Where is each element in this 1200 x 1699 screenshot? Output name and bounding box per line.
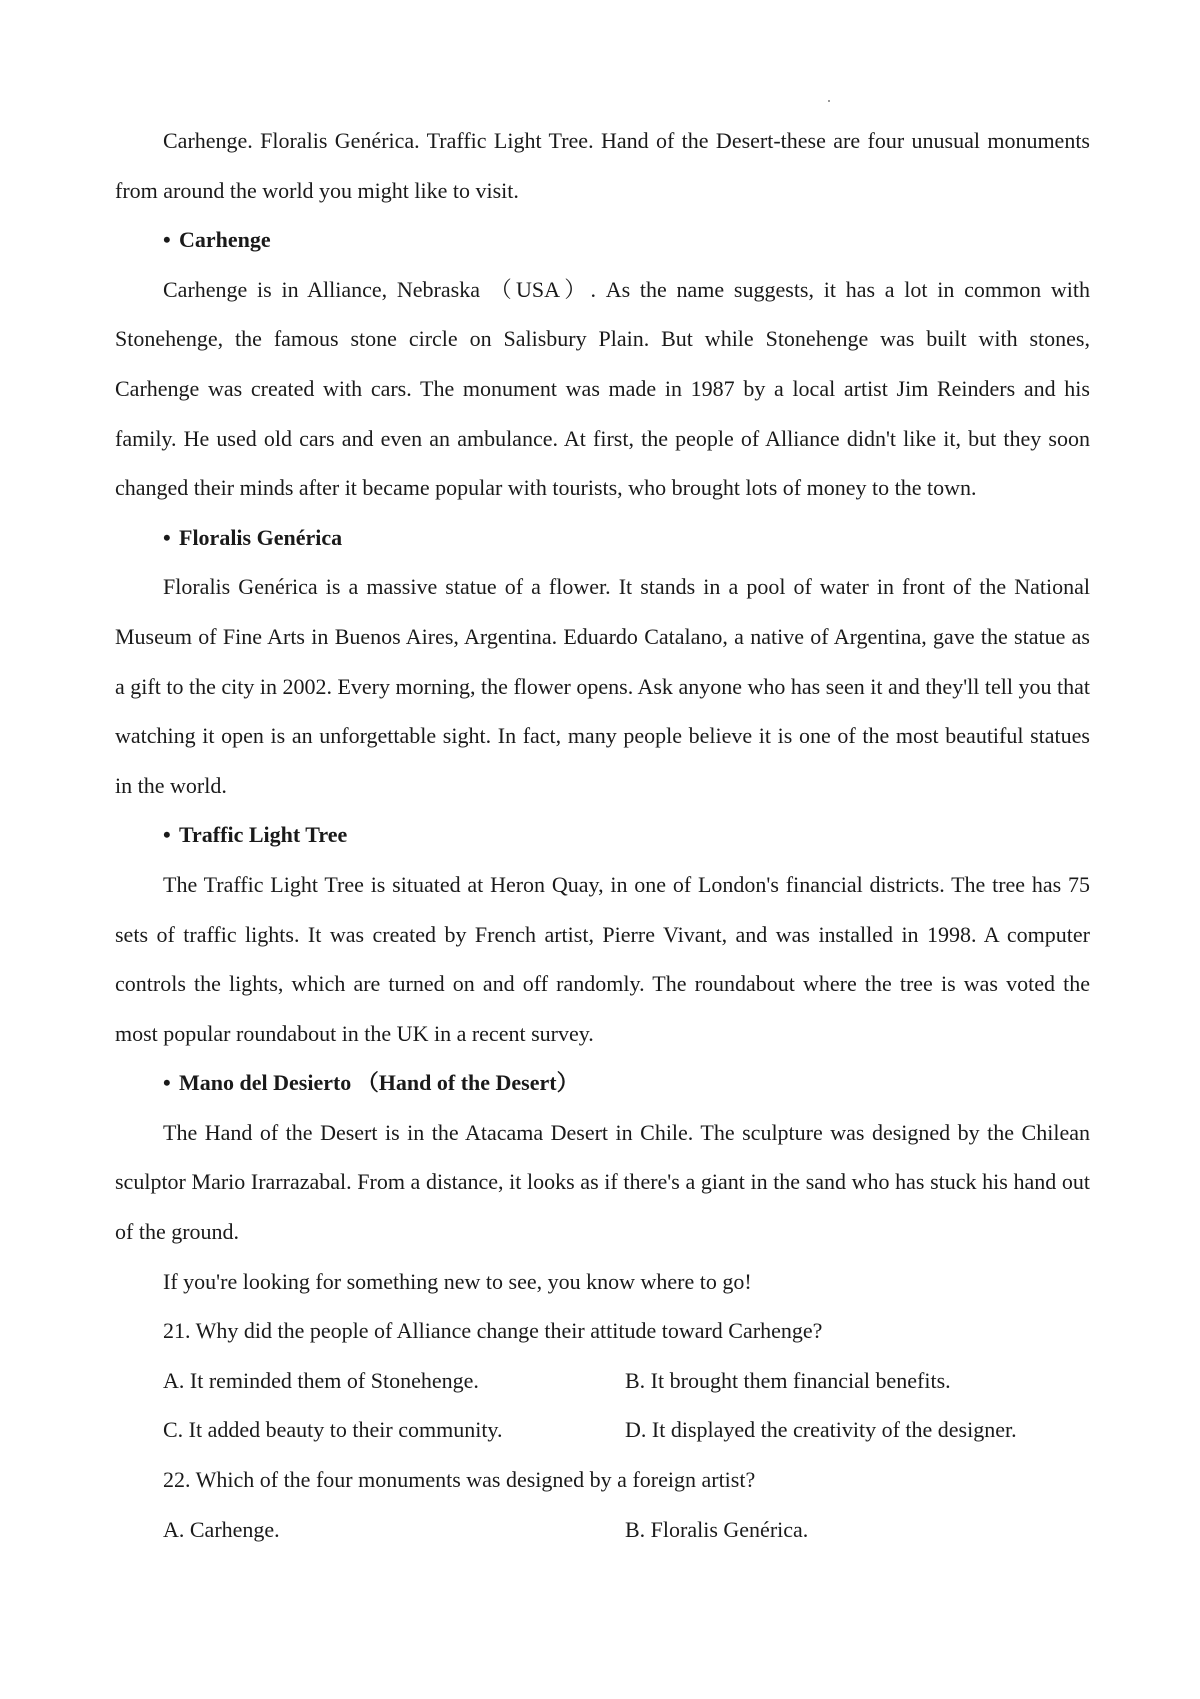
- section-heading-carhenge: [115, 215, 1090, 265]
- document-page: [115, 116, 1090, 1554]
- intro-paragraph: Carhenge. Floralis Genérica. Traffic Light Tree. Hand of the Desert-these are four unusual monuments from around the world you might like to visit.: [115, 128, 1090, 203]
- section-body-carhenge: Carhenge is in Alliance, Nebraska （USA）. As the name suggests, it has a lot in common with Stonehenge, the famous stone circle on Salisbury Plain. But while Stonehenge was built with stones, Carhenge was created with cars. The monument was made in 1987 by a local artist Jim Reinders and his family. He used old cars and even an ambulance. At first, the people of Alliance didn't like it, but they soon changed their minds after it became popular with tourists, who brought lots of money to the town.: [115, 276, 1090, 501]
- option-d[interactable]: D. It displayed the creativity of the designer.: [625, 1417, 1017, 1443]
- section-heading-floralis: [115, 513, 1090, 563]
- heading-text: Floralis Genérica: [179, 524, 343, 550]
- section-heading-traffic-light-tree: [115, 810, 1090, 860]
- question-22-options-row-1: [115, 1505, 1090, 1555]
- question-21-options-row-2: [115, 1405, 1090, 1455]
- option-c[interactable]: C. It added beauty to their community.: [163, 1417, 503, 1443]
- question-22-stem: 22. Which of the four monuments was designed by a foreign artist?: [163, 1467, 756, 1493]
- option-a[interactable]: A. Carhenge.: [163, 1516, 280, 1542]
- section-body-mano-del-desierto: The Hand of the Desert is in the Atacama Desert in Chile. The sculpture was designed by the Chilean sculptor Mario Irarrazabal. From a distance, it looks as if there's a giant in the sand who has stuck his hand out of the ground.: [115, 1119, 1090, 1245]
- section-heading-mano-del-desierto: [115, 1058, 1090, 1108]
- section-body-traffic-light-tree: The Traffic Light Tree is situated at Heron Quay, in one of London's financial districts. The tree has 75 sets of traffic lights. It was created by French artist, Pierre Vivant, and was installed in 1998. A computer controls the lights, which are turned on and off randomly. The roundabout where the tree is was voted the most popular roundabout in the UK in a recent survey.: [115, 871, 1090, 1046]
- question-21-options-row-1: [115, 1356, 1090, 1406]
- option-b[interactable]: B. It brought them financial benefits.: [625, 1367, 951, 1393]
- option-a[interactable]: A. It reminded them of Stonehenge.: [163, 1367, 479, 1393]
- bullet-icon: •: [163, 227, 171, 253]
- heading-text: Carhenge: [179, 227, 271, 253]
- heading-text: Mano del Desierto （Hand of the Desert）: [179, 1070, 579, 1096]
- bullet-icon: •: [163, 524, 171, 550]
- bullet-icon: •: [163, 822, 171, 848]
- scan-speck: [828, 100, 830, 102]
- heading-text: Traffic Light Tree: [179, 822, 348, 848]
- closing-paragraph: If you're looking for something new to see, you know where to go!: [163, 1268, 752, 1294]
- question-21-stem: 21. Why did the people of Alliance change their attitude toward Carhenge?: [163, 1318, 823, 1344]
- option-b[interactable]: B. Floralis Genérica.: [625, 1516, 809, 1542]
- bullet-icon: •: [163, 1070, 171, 1096]
- section-body-floralis: Floralis Genérica is a massive statue of a flower. It stands in a pool of water in front of the National Museum of Fine Arts in Buenos Aires, Argentina. Eduardo Catalano, a native of Argentina, gave the statue as a gift to the city in 2002. Every morning, the flower opens. Ask anyone who has seen it and they'll tell you that watching it open is an unforgettable sight. In fact, many people believe it is one of the most beautiful statues in the world.: [115, 574, 1090, 798]
